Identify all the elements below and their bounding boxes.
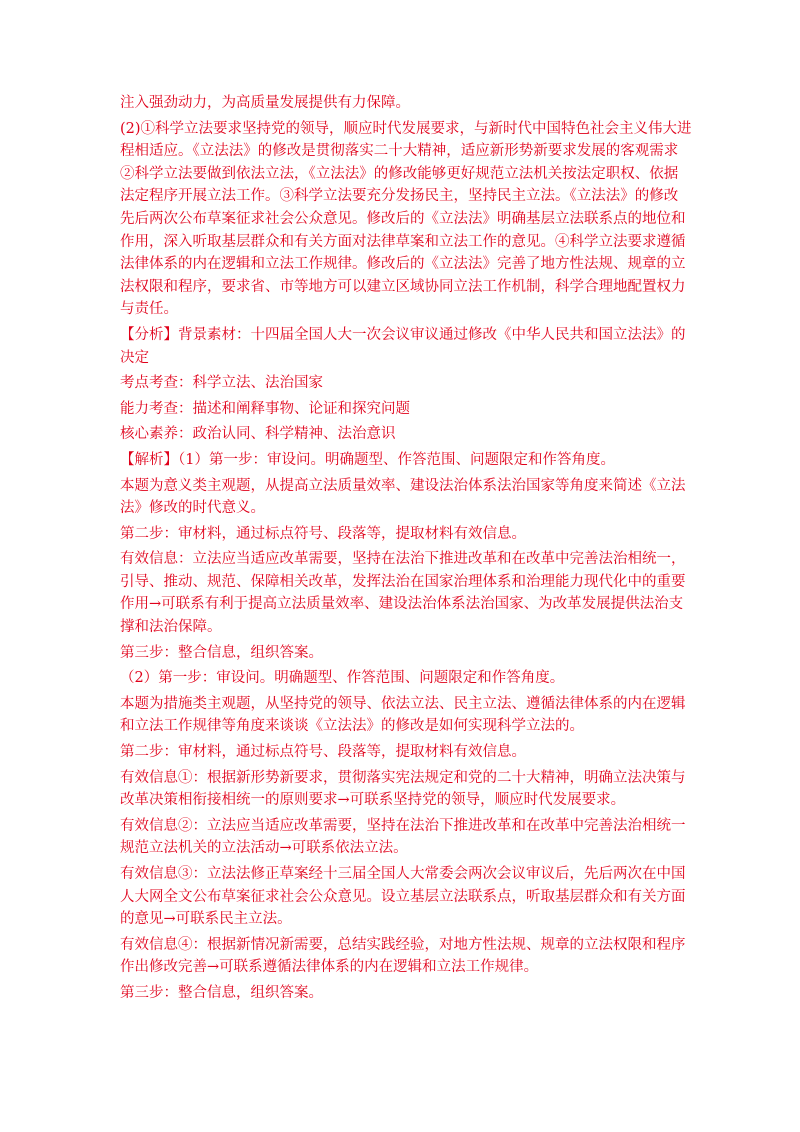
text-line: 与责任。 — [120, 301, 178, 318]
text-line: 【分析】背景素材：十四届全国人大一次会议审议通过修改《中华人民共和国立法法》的 — [120, 326, 686, 343]
text-line: 有效信息：立法应当适应改革需要，坚持在法治下推进改革和在改革中完善法治相统一， — [120, 551, 686, 568]
text-line: 法》修改的时代意义。 — [120, 500, 265, 517]
paragraph — [120, 548, 690, 638]
text-line: 决定 — [120, 349, 149, 366]
text-line: 有效信息②：立法应当适应改革需要，坚持在法治下推进改革和在改革中完善法治相统一 — [120, 817, 686, 834]
text-line: 第二步：审材料，通过标点符号、段落等，提取材料有效信息。 — [120, 525, 526, 542]
text-line: 核心素养：政治认同、科学精神、法治意识 — [120, 426, 396, 443]
text-line: 法律体系的内在逻辑和立法工作规律。修改后的《立法法》完善了地方性法规、规章的立 — [120, 256, 686, 273]
text-line: 第三步：整合信息，组织答案。 — [120, 644, 323, 661]
text-line: 改革决策相衔接相统一的原则要求→可联系坚持党的领导，顺应时代发展要求。 — [120, 792, 626, 809]
document-page — [120, 92, 690, 1008]
text-line: 【解析】（1）第一步：审设问。明确题型、作答范围、问题限定和作答角度。 — [120, 451, 615, 468]
paragraph — [120, 863, 690, 931]
text-line: 引导、推动、规范、保障相关改革，发挥法治在国家治理体系和治理能力现代化中的重要 — [120, 573, 686, 590]
paragraph — [120, 449, 690, 472]
paragraph — [120, 475, 690, 520]
paragraph — [120, 523, 690, 546]
paragraph — [120, 324, 690, 369]
text-line: 作出修改完善→可联系遵循法律体系的内在逻辑和立法工作规律。 — [120, 959, 539, 976]
text-line: 有效信息③：立法法修正草案经十三届全国人大常委会两次会议审议后，先后两次在中国 — [120, 866, 686, 882]
paragraph — [120, 667, 690, 690]
text-line: 本题为意义类主观题，从提高立法质量效率、建设法治体系法治国家等角度来简述《立法 — [120, 477, 686, 494]
text-line: 第二步：审材料，通过标点符号、段落等，提取材料有效信息。 — [120, 744, 526, 761]
text-line: 和立法工作规律等角度来谈谈《立法法》的修改是如何实现科学立法的。 — [120, 718, 584, 735]
text-line: 法定程序开展立法工作。③科学立法要充分发扬民主，坚持民主立法。《立法法》的修改 — [120, 188, 679, 205]
text-line: 注入强劲动力，为高质量发展提供有力保障。 — [120, 95, 410, 111]
paragraph — [120, 423, 690, 446]
text-line: 有效信息①：根据新形势新要求，贯彻落实宪法规定和党的二十大精神，明确立法决策与 — [120, 769, 686, 786]
paragraph — [120, 741, 690, 764]
text-line: 考点考查：科学立法、法治国家 — [120, 375, 323, 392]
text-line: 作用→可联系有利于提高立法质量效率、建设法治体系法治国家、为改革发展提供法治支 — [120, 596, 684, 613]
text-line: 能力考查：描述和阐释事物、论证和探究问题 — [120, 400, 410, 417]
text-line: 法权限和程序，要求省、市等地方可以建立区域协同立法工作机制，科学合理地配置权力 — [120, 278, 686, 295]
text-line: 第三步：整合信息，组织答案。 — [120, 984, 323, 1001]
text-line: 先后两次公布草案征求社会公众意见。修改后的《立法法》明确基层立法联系点的地位和 — [120, 210, 686, 227]
paragraph — [120, 372, 690, 395]
paragraph — [120, 767, 690, 812]
text-line: 人大网全文公布草案征求社会公众意见。设立基层立法联系点，听取基层群众和有关方面 — [120, 888, 686, 905]
paragraph — [120, 693, 690, 738]
text-line: 程相适应。《立法法》的修改是贯彻落实二十大精神，适应新形势新要求发展的客观需求 — [120, 143, 679, 160]
paragraph — [120, 642, 690, 665]
text-line: （2）第一步：审设问。明确题型、作答范围、问题限定和作答角度。 — [120, 670, 565, 687]
text-line: (2)①科学立法要求坚持党的领导，顺应时代发展要求，与新时代中国特色社会主义伟大进 — [120, 120, 692, 137]
text-line: 作用，深入听取基层群众和有关方面对法律草案和立法工作的意见。④科学立法要求遵循 — [120, 233, 686, 250]
paragraph — [120, 815, 690, 860]
text-line: 本题为措施类主观题，从坚持党的领导、依法立法、民主立法、遵循法律体系的内在逻辑 — [120, 695, 686, 712]
paragraph — [120, 934, 690, 979]
text-line: ②科学立法要做到依法立法，《立法法》的修改能够更好规范立法机关按法定职权、依据 — [120, 165, 679, 182]
paragraph-gap — [120, 1005, 690, 1008]
text-line: 有效信息④：根据新情况新需要，总结实践经验，对地方性法规、规章的立法权限和程序 — [120, 936, 686, 953]
paragraph — [120, 92, 690, 115]
paragraph — [120, 118, 690, 321]
text-line: 的意见→可联系民主立法。 — [120, 911, 292, 928]
paragraph — [120, 982, 690, 1005]
text-line: 撑和法治保障。 — [120, 619, 222, 636]
text-line: 规范立法机关的立法活动→可联系依法立法。 — [120, 840, 408, 857]
paragraph — [120, 398, 690, 421]
